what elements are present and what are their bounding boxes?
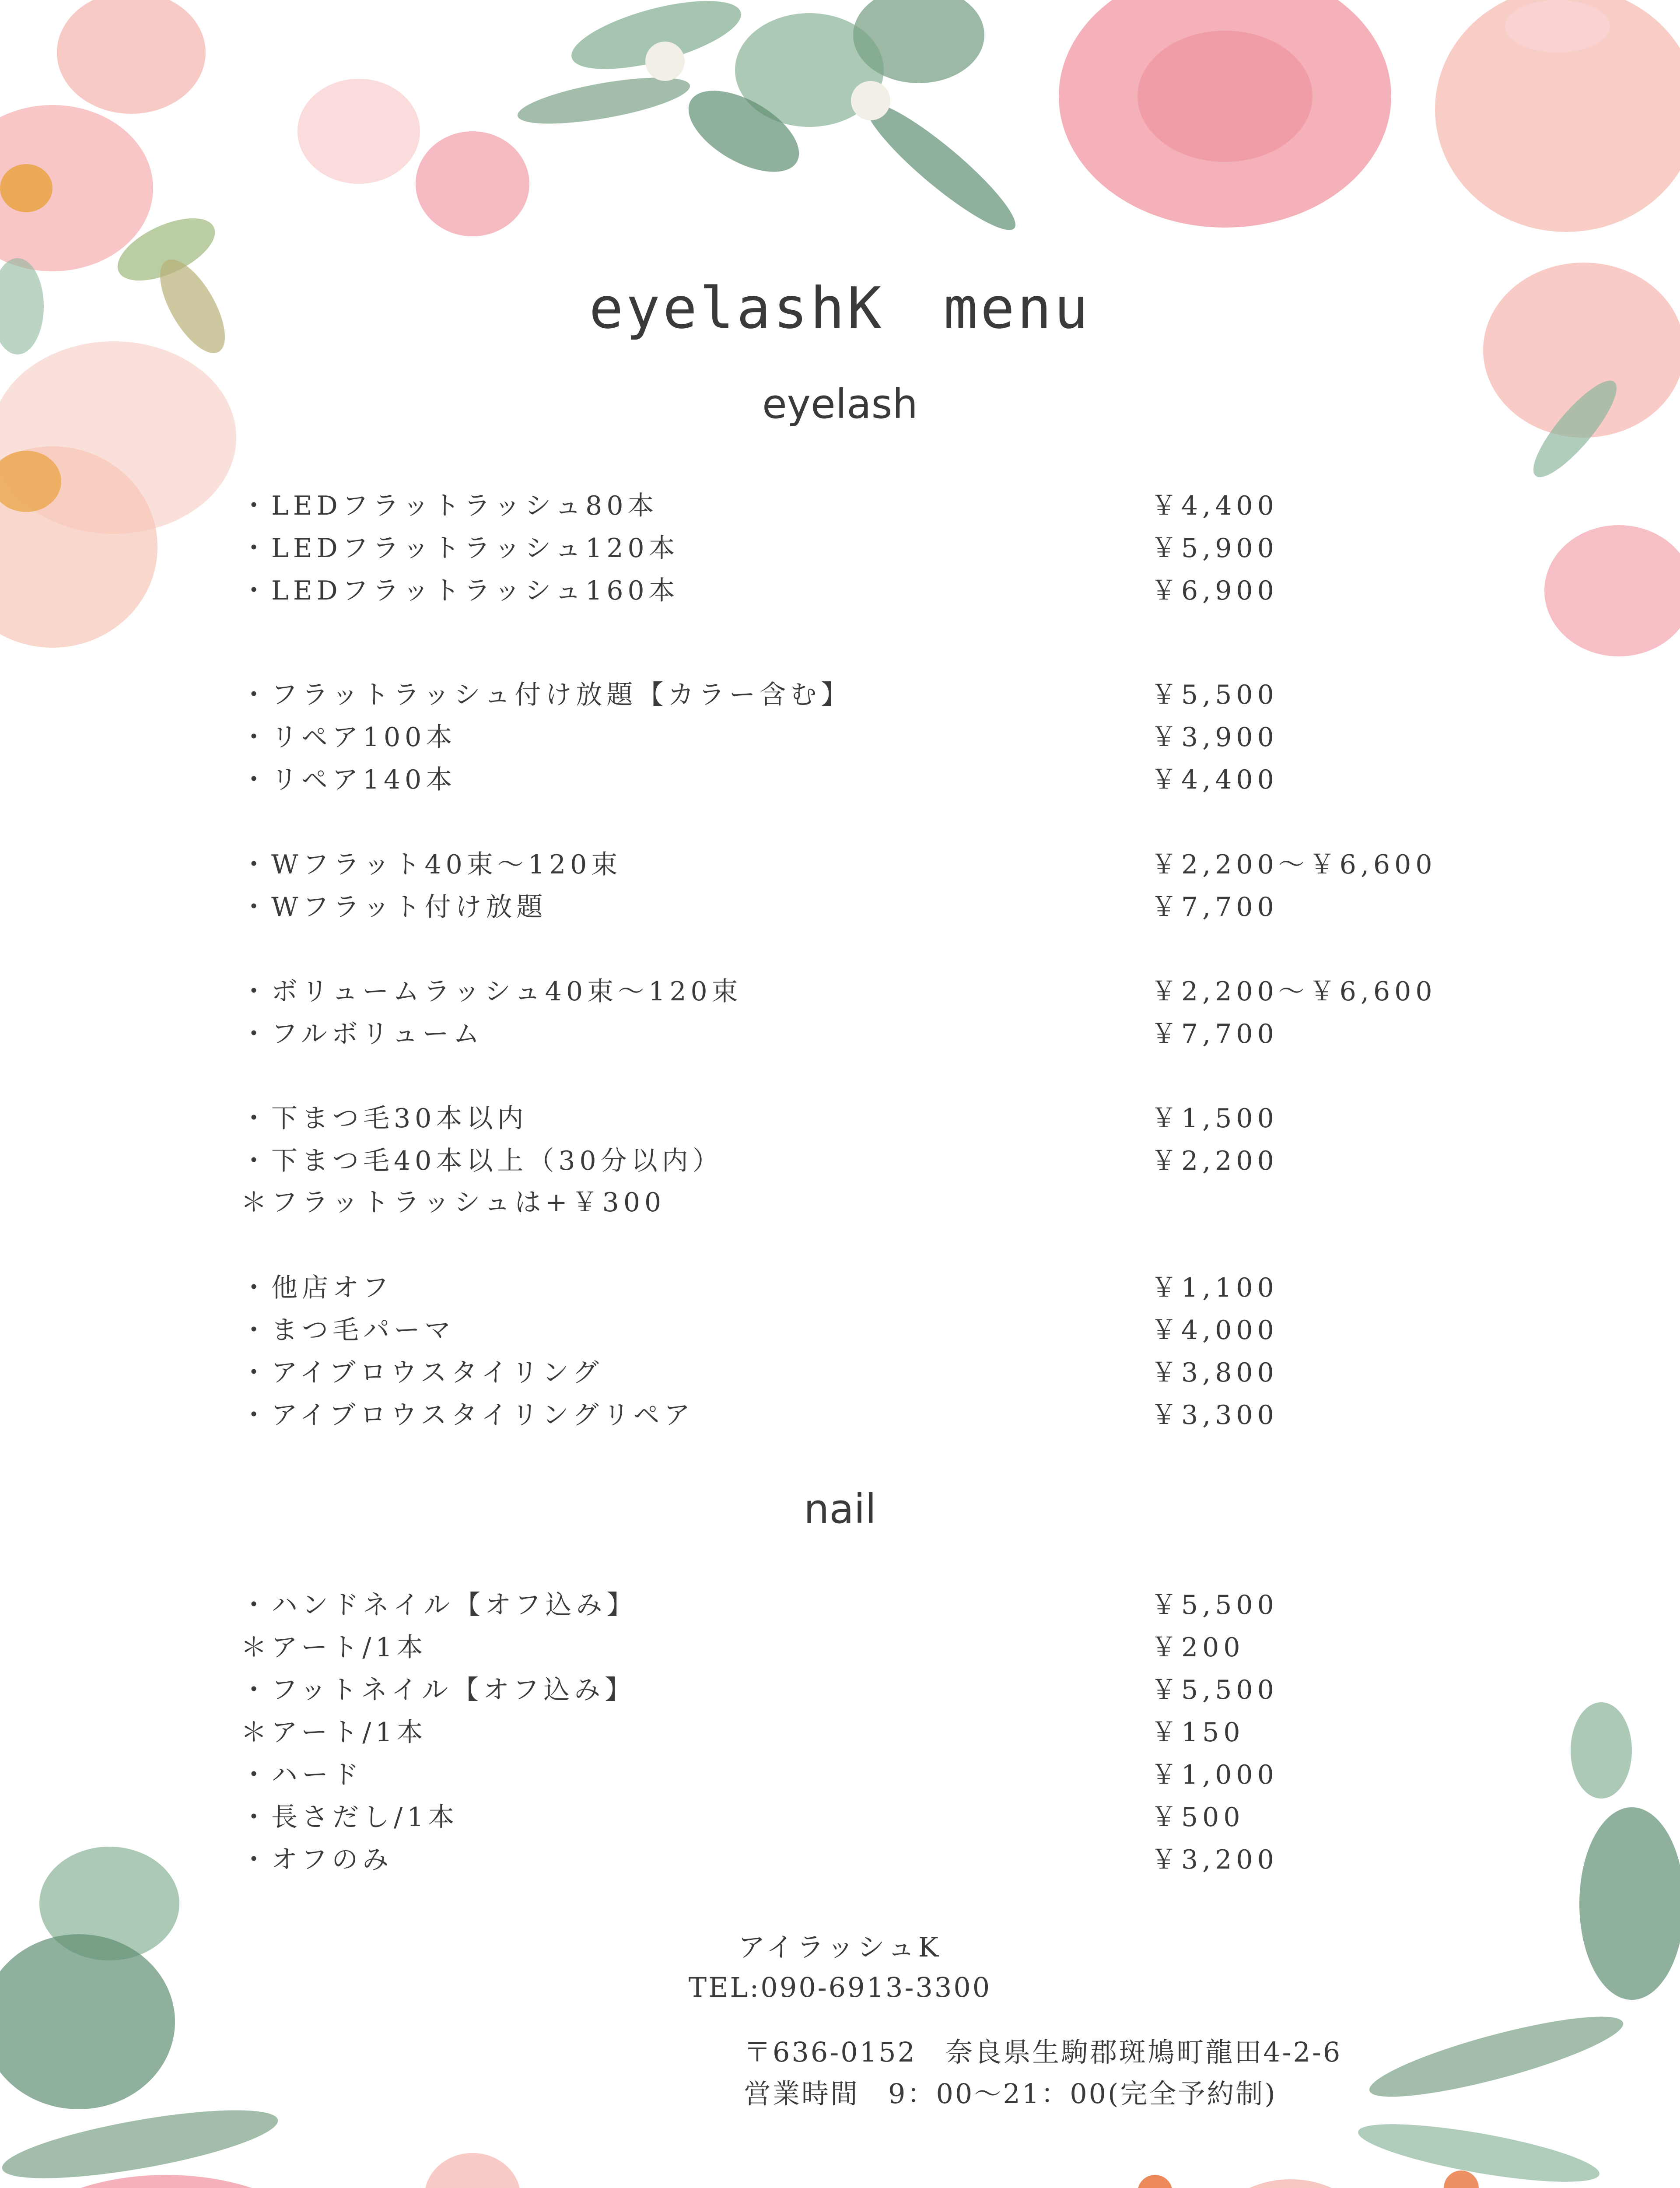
shop-name: アイラッシュK bbox=[738, 1931, 942, 1963]
menu-title: eyelashK menu bbox=[589, 275, 1091, 341]
menu-item bbox=[241, 886, 1509, 928]
menu-item bbox=[241, 1754, 1509, 1796]
item-name: ・下まつ毛30本以内 bbox=[241, 1103, 528, 1134]
item-price: ￥1,500 bbox=[1151, 1103, 1278, 1134]
business-hours: 営業時間 9：00～21：00(完全予約制) bbox=[744, 2078, 1277, 2110]
item-name: ・ハンドネイル【オフ込み】 bbox=[241, 1590, 637, 1620]
item-name: ・Wフラット40束～120束 bbox=[241, 849, 622, 880]
item-name: ・フットネイル【オフ込み】 bbox=[241, 1675, 636, 1705]
shop-tel: TEL:090-6913-3300 bbox=[688, 1971, 992, 2003]
item-name: ・他店オフ bbox=[241, 1273, 393, 1303]
shop-address: 〒636-0152 奈良県生駒郡斑鳩町龍田4-2-6 bbox=[744, 2036, 1342, 2068]
item-price: ￥5,500 bbox=[1151, 1590, 1278, 1620]
item-price: ￥5,500 bbox=[1151, 680, 1278, 710]
item-price: ￥1,100 bbox=[1151, 1273, 1278, 1303]
item-price: ￥7,700 bbox=[1151, 892, 1278, 922]
item-price: ￥200 bbox=[1151, 1632, 1245, 1663]
item-name: ・リペア140本 bbox=[241, 764, 457, 795]
section-heading-nail: nail bbox=[804, 1486, 876, 1532]
menu-item bbox=[241, 674, 1509, 716]
menu-item bbox=[241, 844, 1509, 886]
menu-item bbox=[241, 1796, 1509, 1838]
item-name: ・フラットラッシュ付け放題【カラー含む】 bbox=[241, 680, 852, 710]
item-price: ￥150 bbox=[1151, 1717, 1245, 1748]
item-name: ・アイブロウスタイリングリペア bbox=[241, 1400, 695, 1431]
item-name: ・下まつ毛40本以上（30分以内） bbox=[241, 1146, 723, 1176]
item-price: ￥2,200～￥6,600 bbox=[1151, 976, 1437, 1007]
menu-item bbox=[241, 1140, 1509, 1182]
menu-item bbox=[241, 1394, 1509, 1436]
item-price: ￥3,900 bbox=[1151, 722, 1278, 753]
item-name: ・LEDフラットラッシュ80本 bbox=[241, 491, 658, 521]
item-name: ＊フラットラッシュは+￥300 bbox=[241, 1187, 666, 1218]
item-name: ・アイブロウスタイリング bbox=[241, 1357, 603, 1388]
item-price: ￥1,000 bbox=[1151, 1760, 1278, 1790]
item-price: ￥2,200～￥6,600 bbox=[1151, 849, 1437, 880]
flower-cluster-bottom-left bbox=[0, 1847, 639, 2188]
item-name: ・まつ毛パーマ bbox=[241, 1315, 455, 1346]
item-name: ・フルボリューム bbox=[241, 1019, 484, 1049]
leaf-cluster-top-center bbox=[514, 0, 1027, 243]
item-name: ・ハード bbox=[241, 1760, 363, 1790]
menu-note bbox=[241, 1182, 1509, 1224]
menu-item bbox=[241, 485, 1509, 527]
item-price: ￥5,900 bbox=[1151, 533, 1278, 564]
menu-item bbox=[241, 1267, 1509, 1309]
section-heading-eyelash: eyelash bbox=[762, 381, 918, 428]
item-name: ・オフのみ bbox=[241, 1844, 393, 1875]
menu-item bbox=[241, 570, 1509, 612]
item-name: ・LEDフラットラッシュ160本 bbox=[241, 575, 679, 606]
item-price: ￥4,400 bbox=[1151, 764, 1278, 795]
menu-item bbox=[241, 759, 1509, 801]
item-name: ・LEDフラットラッシュ120本 bbox=[241, 533, 679, 564]
item-name: ・Wフラット付け放題 bbox=[241, 892, 547, 922]
item-price: ￥2,200 bbox=[1151, 1146, 1278, 1176]
item-price: ￥5,500 bbox=[1151, 1675, 1278, 1705]
item-price: ￥7,700 bbox=[1151, 1019, 1278, 1049]
menu-item bbox=[241, 1013, 1509, 1055]
menu-item bbox=[241, 971, 1509, 1013]
menu-item bbox=[241, 1098, 1509, 1140]
menu-item bbox=[241, 1669, 1509, 1711]
item-price: ￥3,200 bbox=[1151, 1844, 1278, 1875]
item-name: ・長さだし/1本 bbox=[241, 1802, 459, 1833]
item-price: ￥4,400 bbox=[1151, 491, 1278, 521]
menu-item bbox=[241, 716, 1509, 758]
menu-item bbox=[241, 1711, 1509, 1753]
menu-item bbox=[241, 1627, 1509, 1669]
menu-item bbox=[241, 1584, 1509, 1626]
item-name: ＊アート/1本 bbox=[241, 1717, 427, 1748]
item-name: ・ボリュームラッシュ40束～120束 bbox=[241, 976, 742, 1007]
item-price: ￥3,300 bbox=[1151, 1400, 1278, 1431]
item-price: ￥500 bbox=[1151, 1802, 1245, 1833]
menu-item bbox=[241, 1352, 1509, 1394]
item-name: ＊アート/1本 bbox=[241, 1632, 427, 1663]
item-price: ￥4,000 bbox=[1151, 1315, 1278, 1346]
menu-item bbox=[241, 1309, 1509, 1351]
item-price: ￥3,800 bbox=[1151, 1357, 1278, 1388]
menu-item bbox=[241, 527, 1509, 569]
item-name: ・リペア100本 bbox=[241, 722, 457, 753]
menu-item bbox=[241, 1839, 1509, 1881]
item-price: ￥6,900 bbox=[1151, 575, 1278, 606]
